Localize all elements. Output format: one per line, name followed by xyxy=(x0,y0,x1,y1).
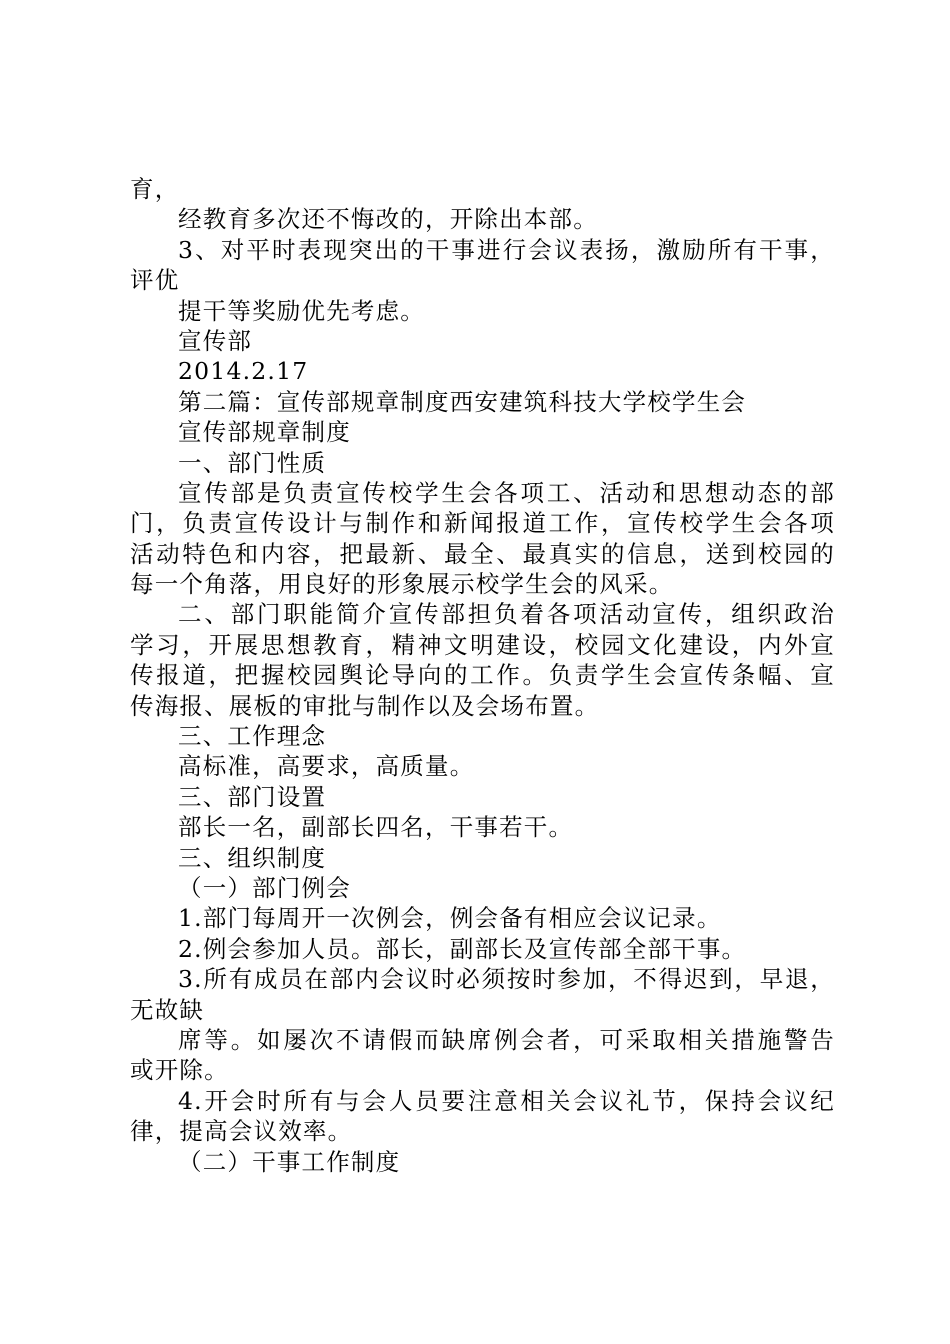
chapter-heading: 第二篇：宣传部规章制度西安建筑科技大学校学生会 xyxy=(178,387,747,416)
text-line: 3.所有成员在部内会议时必须按时参加，不得迟到，早退， xyxy=(178,965,835,994)
subsection-heading: （一）部门例会 xyxy=(178,873,351,902)
signature-date: 2014.2.17 xyxy=(178,357,309,386)
text-line: 评优 xyxy=(130,266,180,295)
text-line: 无故缺 xyxy=(130,995,205,1024)
text-line: 3、对平时表现突出的干事进行会议表扬，激励所有干事， xyxy=(178,235,835,264)
text-line: 或开除。 xyxy=(130,1056,229,1085)
text-line: 传报道，把握校园舆论导向的工作。负责学生会宣传条幅、宣 xyxy=(130,661,835,690)
text-line: 经教育多次还不悔改的，开除出本部。 xyxy=(178,205,598,234)
text-line: 宣传部是负责宣传校学生会各项工、活动和思想动态的部 xyxy=(178,478,835,507)
section-heading: 三、组织制度 xyxy=(178,843,327,872)
text-line: 1.部门每周开一次例会，例会备有相应会议记录。 xyxy=(178,904,722,933)
subsection-heading: （二）干事工作制度 xyxy=(178,1147,401,1176)
signature-department: 宣传部 xyxy=(178,326,253,355)
text-line: 提干等奖励优先考虑。 xyxy=(178,296,425,325)
text-line: 每一个角落，用良好的形象展示校学生会的风采。 xyxy=(130,570,674,599)
text-line: 二、部门职能简介宣传部担负着各项活动宣传，组织政治 xyxy=(178,600,835,629)
document-title: 宣传部规章制度 xyxy=(178,418,351,447)
text-line: 律，提高会议效率。 xyxy=(130,1117,353,1146)
document-body xyxy=(130,174,835,1177)
text-line: 4.开会时所有与会人员要注意相关会议礼节，保持会议纪 xyxy=(178,1086,835,1115)
text-line: 部长一名，副部长四名，干事若干。 xyxy=(178,813,574,842)
section-heading: 三、工作理念 xyxy=(178,722,327,751)
text-line: 活动特色和内容，把最新、最全、最真实的信息，送到校园的 xyxy=(130,539,835,568)
text-line: 席等。如屡次不请假而缺席例会者，可采取相关措施警告 xyxy=(178,1025,835,1054)
text-line: 高标准，高要求，高质量。 xyxy=(178,752,475,781)
text-line: 学习，开展思想教育，精神文明建设，校园文化建设，内外宣 xyxy=(130,630,835,659)
text-line: 2.例会参加人员。部长，副部长及宣传部全部干事。 xyxy=(178,934,747,963)
text-line: 传海报、展板的审批与制作以及会场布置。 xyxy=(130,691,600,720)
text-line: 门，负责宣传设计与制作和新闻报道工作，宣传校学生会各项 xyxy=(130,509,835,538)
section-heading: 三、部门设置 xyxy=(178,782,327,811)
section-heading: 一、部门性质 xyxy=(178,448,327,477)
text-line: 育， xyxy=(130,175,180,203)
